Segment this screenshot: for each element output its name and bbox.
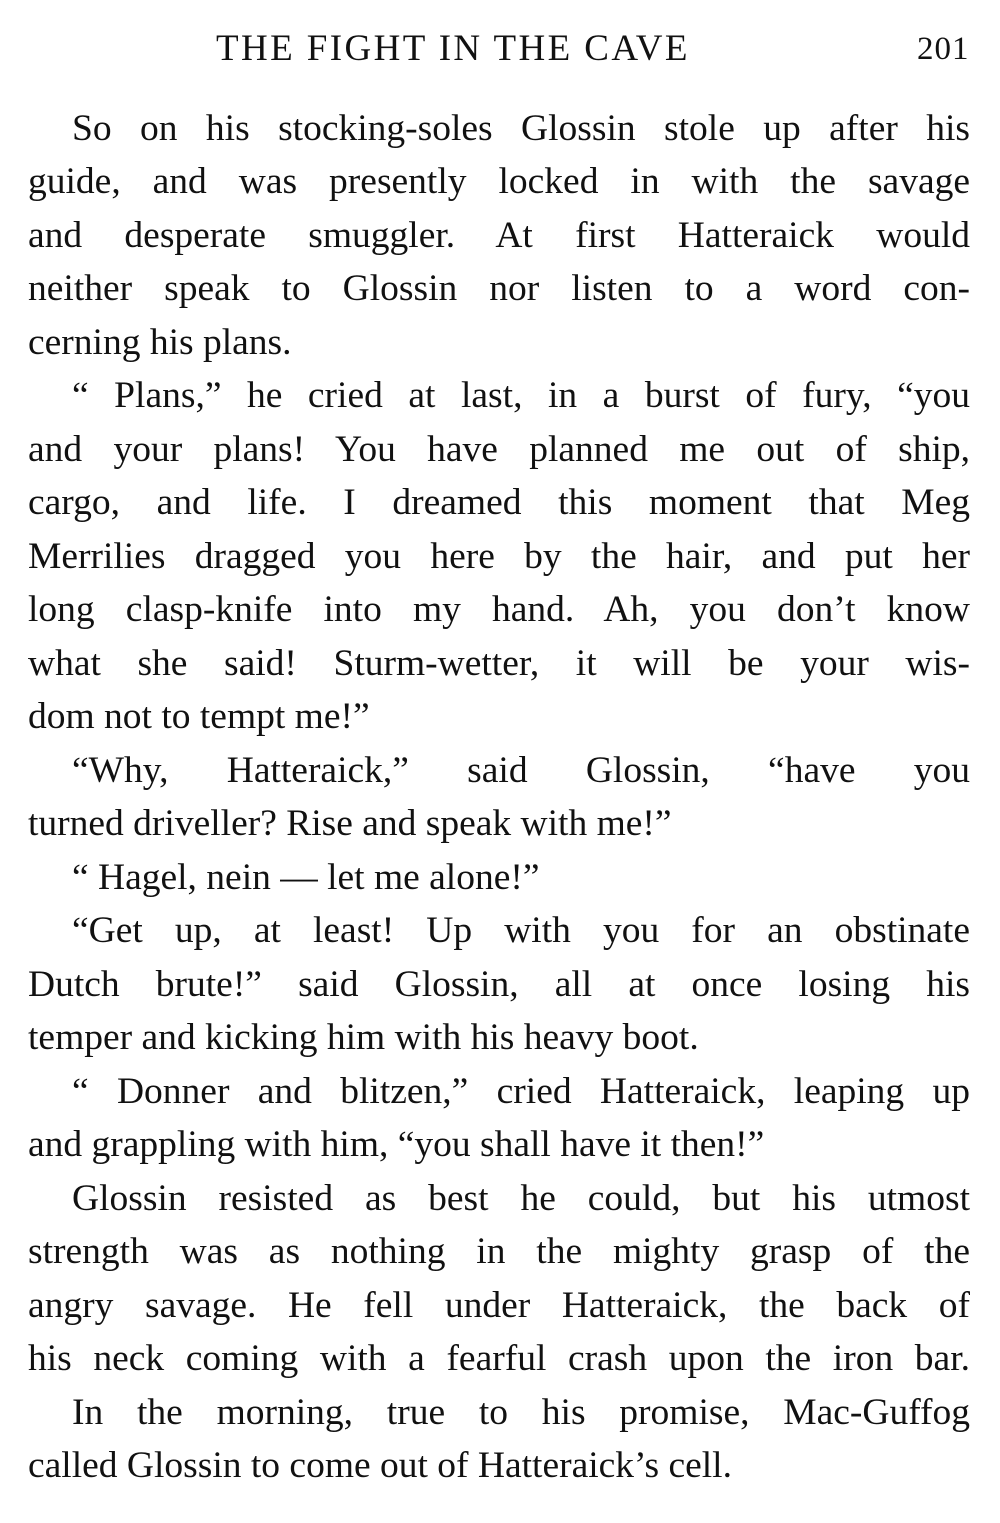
text-line: Glossin resisted as best he could, but his utmost [72, 1178, 970, 1219]
text-line: turned driveller? Rise and speak with me!” [28, 803, 672, 844]
text-line: dom not to tempt me!” [28, 696, 370, 737]
text-line: angry savage. He fell under Hatteraick, the back of [28, 1285, 970, 1326]
running-title: THE FIGHT IN THE CAVE [216, 28, 690, 69]
text-line: called Glossin to come out of Hatteraick’s cell. [28, 1445, 732, 1486]
page-number: 201 [917, 31, 970, 67]
text-line: strength was as nothing in the mighty grasp of the [28, 1231, 970, 1272]
text-line: “ Plans,” he cried at last, in a burst of fury, “you [72, 375, 970, 416]
text-line: neither speak to Glossin nor listen to a word con- [28, 268, 970, 309]
text-line: his neck coming with a fearful crash upon the iron bar. [28, 1338, 970, 1379]
text-line: “ Hagel, nein — let me alone!” [72, 857, 540, 898]
text-line: “ Donner and blitzen,” cried Hatteraick, leaping up [72, 1071, 970, 1112]
text-line: and your plans! You have planned me out of ship, [28, 429, 970, 470]
text-line: cerning his plans. [28, 322, 292, 363]
text-line: Merrilies dragged you here by the hair, and put her [28, 536, 970, 577]
text-line: and desperate smuggler. At first Hatteraick would [28, 215, 970, 256]
text-line: and grappling with him, “you shall have it then!” [28, 1124, 765, 1165]
text-line: “Why, Hatteraick,” said Glossin, “have you [72, 750, 970, 791]
text-line: So on his stocking-soles Glossin stole up after his [72, 108, 970, 149]
text-line: “Get up, at least! Up with you for an obstinate [72, 910, 970, 951]
text-line: cargo, and life. I dreamed this moment that Meg [28, 482, 970, 523]
text-line: Dutch brute!” said Glossin, all at once losing his [28, 964, 970, 1005]
text-line: long clasp-knife into my hand. Ah, you don’t know [28, 589, 970, 630]
page-header [0, 24, 1000, 74]
text-line: what she said! Sturm-wetter, it will be your wis- [28, 643, 970, 684]
text-line: temper and kicking him with his heavy boot. [28, 1017, 699, 1058]
text-line: In the morning, true to his promise, Mac-Guffog [72, 1392, 970, 1433]
text-line: guide, and was presently locked in with the savage [28, 161, 970, 202]
